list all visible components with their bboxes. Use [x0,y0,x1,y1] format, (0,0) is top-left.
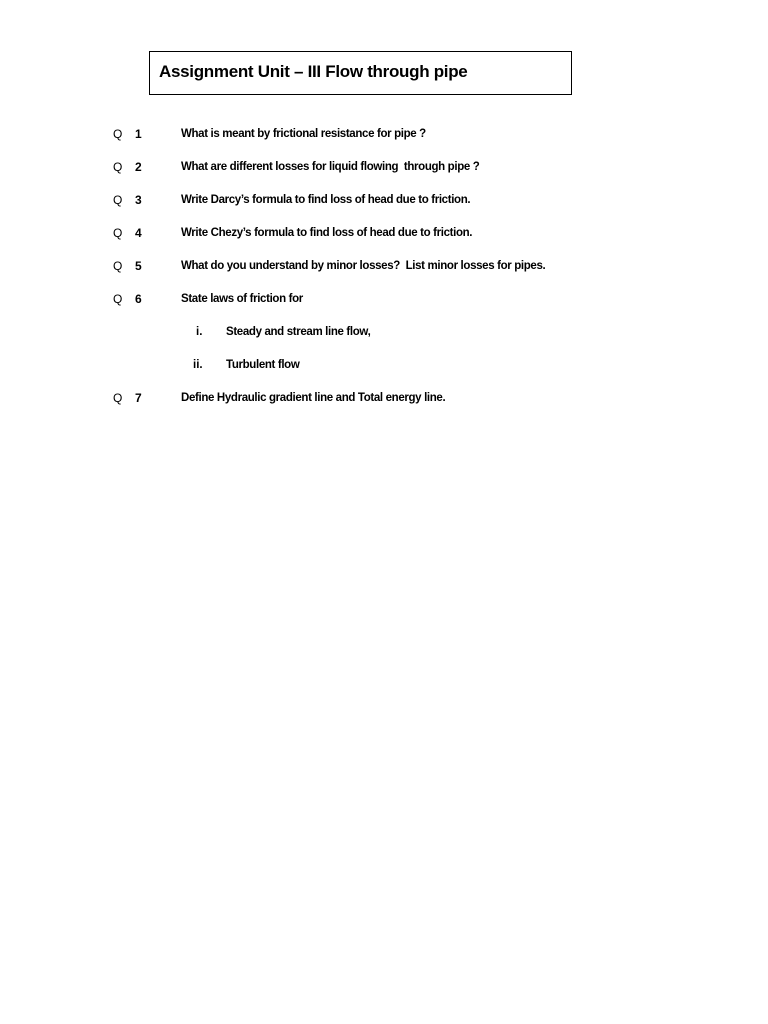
question-prefix: Q [113,292,123,306]
question-text: What are different losses for liquid flowing through pipe ? [181,161,480,173]
subitem-marker: ii. [193,359,203,371]
question-number: 3 [135,193,142,207]
question-row-7 [0,390,768,406]
question-text: Write Darcy’s formula to find loss of head due to friction. [181,194,471,206]
question-row-1 [0,126,768,142]
question-prefix: Q [113,160,123,174]
question-text: Write Chezy’s formula to find loss of head due to friction. [181,227,473,239]
question-prefix: Q [113,259,123,273]
question-row-2 [0,159,768,175]
title-box [149,51,572,95]
question-number: 7 [135,391,142,405]
page-title: Assignment Unit – III Flow through pipe [159,62,468,81]
subitem-row-i [0,324,768,340]
question-prefix: Q [113,391,123,405]
question-number: 2 [135,160,142,174]
question-row-4 [0,225,768,241]
question-prefix: Q [113,226,123,240]
question-row-5 [0,258,768,274]
question-text: What do you understand by minor losses? List minor losses for pipes. [181,260,546,272]
question-text: State laws of friction for [181,293,303,305]
question-number: 4 [135,226,142,240]
question-number: 6 [135,292,142,306]
subitem-marker: i. [196,326,203,338]
question-row-6 [0,291,768,307]
question-number: 5 [135,259,142,273]
question-row-3 [0,192,768,208]
subitem-text: Turbulent flow [226,359,300,371]
question-prefix: Q [113,193,123,207]
subitem-text: Steady and stream line flow, [226,326,371,338]
question-text: Define Hydraulic gradient line and Total energy line. [181,392,446,404]
subitem-row-ii [0,357,768,373]
question-number: 1 [135,127,142,141]
question-prefix: Q [113,127,123,141]
question-text: What is meant by frictional resistance for pipe ? [181,128,426,140]
